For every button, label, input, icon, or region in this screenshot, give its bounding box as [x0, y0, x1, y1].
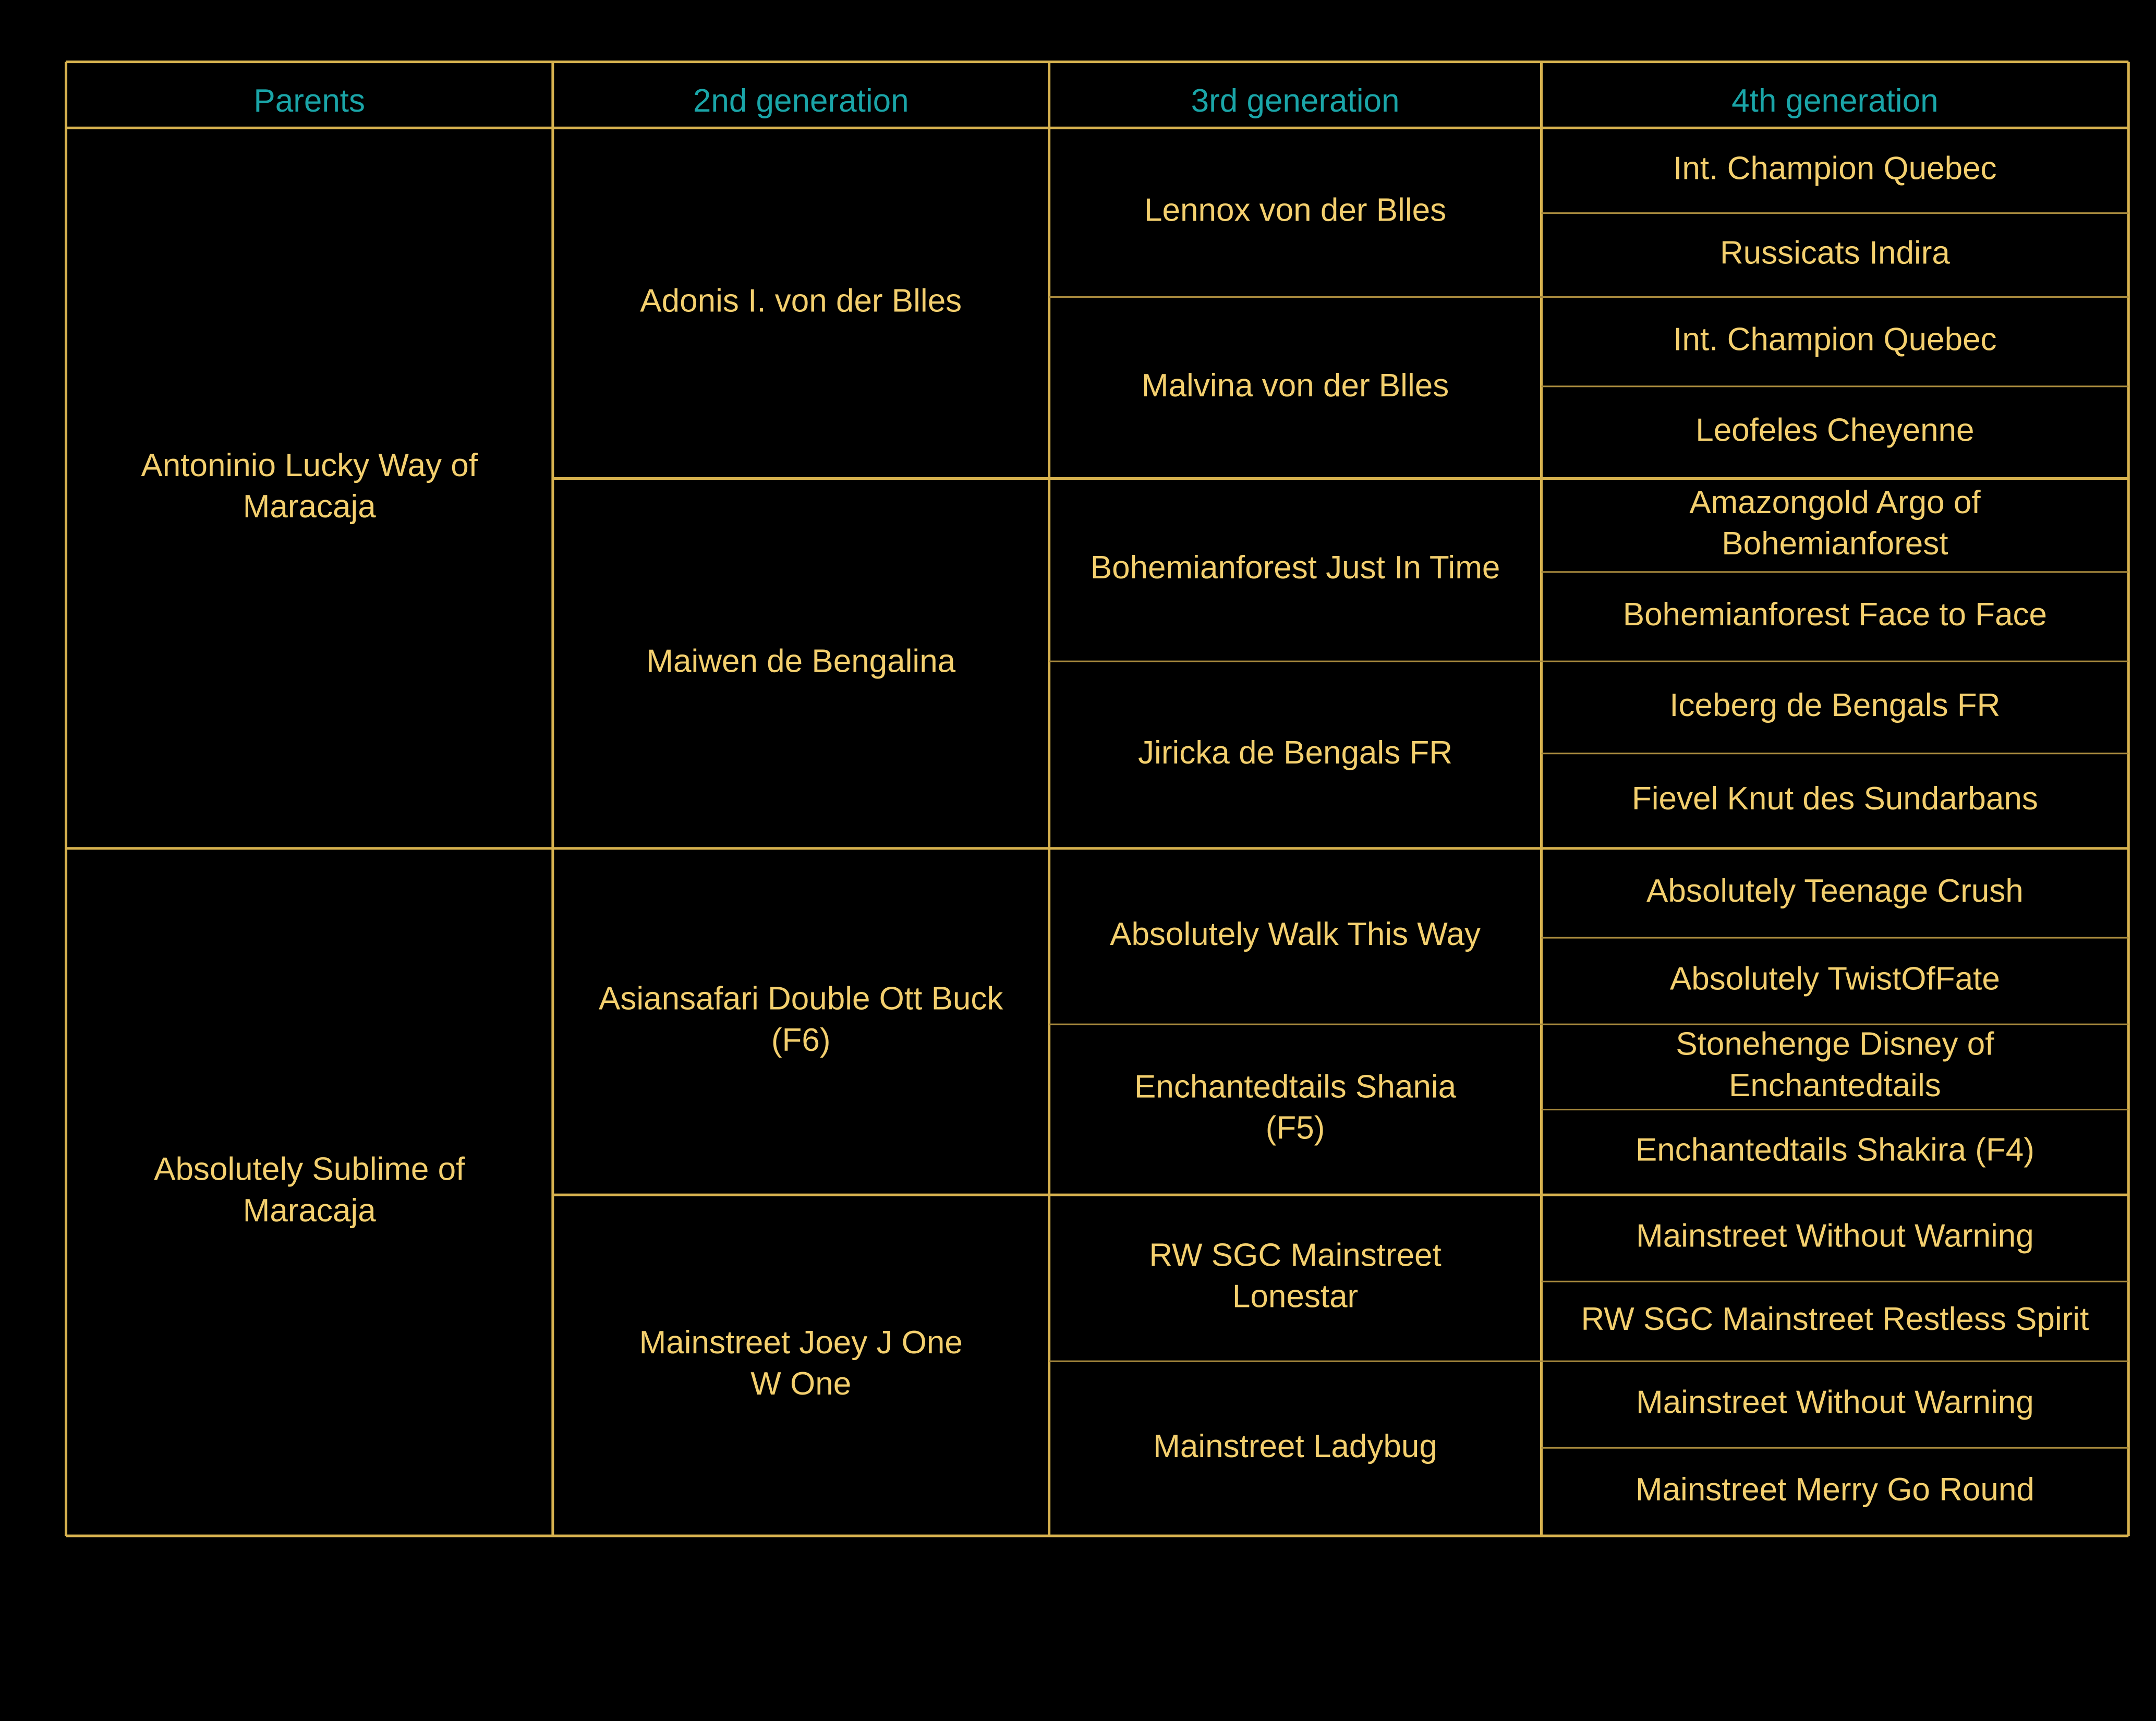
gen4-cell-9: [1670, 961, 2000, 997]
gen4-cell-1-line: Russicats Indira: [1719, 235, 1950, 271]
gen4-cell-15: [1636, 1472, 2034, 1508]
gen3-cell-2-line: Bohemianforest Just In Time: [1090, 550, 1500, 586]
parents-cell-0-line: Antoninio Lucky Way of: [141, 447, 478, 483]
gen3-cell-6-line: RW SGC Mainstreet: [1149, 1237, 1442, 1274]
gen4-cell-7: [1632, 781, 2038, 817]
gen3-cell-1-line: Malvina von der Blles: [1141, 367, 1449, 404]
gen4-cell-12-line: Mainstreet Without Warning: [1636, 1218, 2034, 1254]
gen4-cell-3-line: Leofeles Cheyenne: [1695, 412, 1975, 449]
column-header-gen2: 2nd generation: [693, 83, 909, 119]
gen4-cell-2-line: Int. Champion Quebec: [1673, 321, 1997, 358]
gen4-cell-14-line: Mainstreet Without Warning: [1636, 1384, 2034, 1421]
parents-cell-1-line: Absolutely Sublime of: [154, 1151, 465, 1187]
gen2-cell-0: [640, 283, 962, 319]
gen4-cell-4-line: Amazongold Argo of: [1689, 484, 1981, 520]
gen3-cell-5-line: Enchantedtails Shania: [1134, 1069, 1457, 1105]
gen4-cell-11: [1636, 1132, 2034, 1168]
gen3-cell-2: [1091, 550, 1500, 586]
gen2-cell-3-line: W One: [750, 1365, 852, 1402]
parents-cell-0-line: Maracaja: [243, 488, 376, 525]
gen3-cell-7-line: Mainstreet Ladybug: [1153, 1428, 1437, 1464]
gen4-cell-4-line: Bohemianforest: [1722, 526, 1948, 562]
gen2-cell-3-line: Mainstreet Joey J One: [639, 1324, 963, 1361]
gen4-cell-9-line: Absolutely TwistOfFate: [1669, 961, 2000, 997]
gen3-cell-6-line: Lonestar: [1232, 1278, 1359, 1315]
gen4-cell-13: [1581, 1301, 2089, 1337]
gen4-cell-3: [1695, 413, 1974, 449]
gen4-cell-10-line: Stonehenge Disney of: [1676, 1026, 1994, 1062]
gen3-cell-7: [1153, 1428, 1437, 1464]
gen4-cell-0-line: Int. Champion Quebec: [1673, 150, 1997, 187]
gen4-cell-1: [1720, 235, 1951, 271]
gen4-cell-8: [1646, 873, 2024, 909]
gen4-cell-11-line: Enchantedtails Shakira (F4): [1635, 1132, 2034, 1168]
gen3-cell-4-line: Absolutely Walk This Way: [1110, 916, 1481, 952]
gen4-cell-12: [1636, 1218, 2034, 1254]
parents-cell-1-line: Maracaja: [243, 1192, 376, 1229]
gen4-cell-7-line: Fievel Knut des Sundarbans: [1631, 781, 2038, 817]
gen3-cell-0: [1144, 192, 1446, 228]
gen3-cell-4: [1110, 916, 1481, 952]
gen4-cell-5: [1623, 597, 2047, 633]
gen4-cell-0: [1673, 150, 1996, 186]
gen3-cell-3: [1138, 735, 1452, 771]
gen4-cell-5-line: Bohemianforest Face to Face: [1622, 596, 2048, 633]
gen2-cell-2-line: Asiansafari Double Ott Buck: [599, 980, 1003, 1017]
gen2-cell-1-line: Maiwen de Bengalina: [646, 643, 956, 680]
gen4-cell-2: [1673, 322, 1996, 358]
gen3-cell-3-line: Jiricka de Bengals FR: [1138, 734, 1453, 771]
column-header-gen3: 3rd generation: [1191, 83, 1400, 119]
gen4-cell-8-line: Absolutely Teenage Crush: [1646, 872, 2024, 909]
gen3-cell-0-line: Lennox von der Blles: [1144, 192, 1447, 228]
gen4-cell-6-line: Iceberg de Bengals FR: [1669, 687, 2001, 723]
column-header-gen4: 4th generation: [1731, 83, 1939, 119]
gen4-cell-6: [1669, 687, 2000, 723]
gen3-cell-1: [1142, 368, 1449, 404]
gen4-cell-14: [1636, 1385, 2034, 1421]
gen4-cell-15-line: Mainstreet Merry Go Round: [1635, 1471, 2034, 1508]
column-header-parents: Parents: [253, 83, 366, 119]
gen4-cell-10-line: Enchantedtails: [1729, 1067, 1941, 1104]
gen4-cell-13-line: RW SGC Mainstreet Restless Spirit: [1581, 1301, 2089, 1338]
gen3-cell-5-line: (F5): [1265, 1110, 1325, 1146]
gen2-cell-2-line: (F6): [771, 1022, 831, 1058]
gen2-cell-0-line: Adonis I. von der Blles: [640, 283, 962, 319]
gen2-cell-1: [646, 643, 955, 679]
